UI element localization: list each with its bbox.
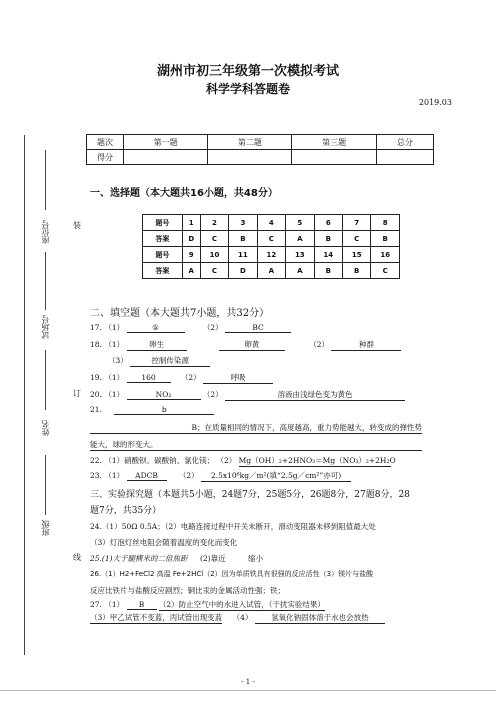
exam-date: 2019.03 xyxy=(418,98,452,107)
score-cell[interactable] xyxy=(208,150,292,165)
answer-27-2: （2）防止空气中的水进入试管，（干扰实验结果） xyxy=(158,600,325,609)
answer-22-1: （1）硝酸钡、碳酸钠、氯化镁； xyxy=(104,456,215,465)
question-18-part3 xyxy=(108,355,210,367)
answer-18-1b: 卵黄 xyxy=(219,339,285,351)
answer-cell: 10 xyxy=(200,247,228,263)
answer-cell: 1 xyxy=(182,215,200,231)
question-number: 18. xyxy=(90,340,102,349)
question-17 xyxy=(90,322,291,333)
answer-cell: B xyxy=(229,231,257,247)
answer-cell: 5 xyxy=(286,215,314,231)
name-label: 姓名 xyxy=(41,420,50,436)
table-row-label: 题号 xyxy=(143,215,183,231)
answer-23-2: 2.5x10⁶kg／m²(填“2.5g／cm²”亦可) xyxy=(201,470,351,482)
answer-cell: 14 xyxy=(314,247,342,263)
answer-cell: D xyxy=(182,231,200,247)
answer-cell: 8 xyxy=(371,215,400,231)
score-cell[interactable] xyxy=(292,150,376,165)
question-25 xyxy=(90,553,263,564)
score-header: 第一题 xyxy=(124,135,208,150)
question-27-cont xyxy=(90,612,385,624)
question-23 xyxy=(90,470,351,482)
answer-cell: 7 xyxy=(343,215,371,231)
question-number: 19. xyxy=(90,373,102,382)
answer-22-2: Mg（OH）₂+2HNO₃＝Mg（NO₃）₂+2H₂O xyxy=(238,456,396,465)
part-label: （2） xyxy=(180,373,201,382)
answer-18-3: 控制传染源 xyxy=(130,355,210,367)
exam-room-field[interactable] xyxy=(45,252,46,310)
binding-mark-xian: 线 xyxy=(73,553,81,562)
answer-cell: B xyxy=(314,231,342,247)
answer-cell: C xyxy=(371,263,400,279)
question-24-line2: （3）灯泡灯丝电阻会随着温度的变化而变化 xyxy=(90,538,238,547)
answer-20-1: NO₂ xyxy=(127,390,201,400)
answer-23-1: ADCB xyxy=(127,471,167,481)
section-2-heading: 二、填空题（本大题共7小题，共32分） xyxy=(90,308,270,319)
answer-19-1: 160 xyxy=(127,373,171,383)
answer-cell: C xyxy=(343,231,371,247)
answer-17-2: BC xyxy=(225,323,291,333)
answer-cell: B xyxy=(343,263,371,279)
part-label: （2） xyxy=(309,340,330,349)
answer-cell: A xyxy=(257,263,285,279)
question-21-explanation-cont xyxy=(90,439,422,451)
score-table xyxy=(86,134,434,165)
answer-cell: 11 xyxy=(229,247,257,263)
score-cell[interactable] xyxy=(124,150,208,165)
answer-27-4: 氢氧化钠固体溶于水也会放热 xyxy=(255,612,385,624)
answer-27-1: B xyxy=(127,600,157,610)
binding-line xyxy=(24,135,25,655)
answer-20-2: 溶液由浅绿色变为黄色 xyxy=(225,389,405,401)
class-field[interactable] xyxy=(45,455,46,515)
question-21-explanation xyxy=(90,422,422,434)
question-26-line1: 26.（1）H2+FeCl2 高温 Fe+2HCl（2）因为单质铁具有很强的反应活性（3）镁片与盐酸 xyxy=(90,570,374,578)
score-row-label: 得分 xyxy=(87,150,124,165)
answer-cell: 6 xyxy=(314,215,342,231)
binding-mark-ding: 订 xyxy=(73,389,81,398)
page-subtitle: 科学学科答题卷 xyxy=(205,82,290,96)
part-label: （4） xyxy=(232,613,253,622)
answer-cell: 4 xyxy=(257,215,285,231)
exam-room-label: 试场号 xyxy=(41,315,50,339)
answer-cell: A xyxy=(286,263,314,279)
answer-cell: 2 xyxy=(200,215,228,231)
question-number: 22. xyxy=(90,456,102,465)
question-22 xyxy=(90,455,396,467)
part-label: （1） xyxy=(104,390,125,399)
table-row-label: 答案 xyxy=(143,231,183,247)
question-21 xyxy=(90,405,214,415)
answer-cell: B xyxy=(371,231,400,247)
name-field[interactable] xyxy=(45,350,46,410)
answer-25-2: (2)靠近 xyxy=(199,554,226,563)
answer-cell: 16 xyxy=(371,247,400,263)
seat-number-label: 座位号 xyxy=(41,220,50,244)
question-27 xyxy=(90,599,325,611)
class-label: 班级 xyxy=(41,520,50,536)
question-26-line2: 反应比铁片与盐酸反应剧烈；铜比汞的金属活动性强；铁； xyxy=(90,586,285,595)
part-label: （1） xyxy=(104,600,125,609)
question-19 xyxy=(90,372,273,384)
answer-27-3: （3）甲乙试管不变蓝，丙试管出现变蓝 xyxy=(90,613,223,622)
answer-cell: B xyxy=(314,263,342,279)
answer-cell: A xyxy=(286,231,314,247)
question-number: 23. xyxy=(90,471,102,480)
part-label: （1） xyxy=(104,373,125,382)
score-header: 总分 xyxy=(376,135,433,150)
answer-cell: 12 xyxy=(257,247,285,263)
table-row-label: 题号 xyxy=(143,247,183,263)
section-3-heading: 三、实验探究题（本题共5小题，24题7分，25题5分，26题8分，27题8分，28 xyxy=(90,490,410,500)
score-header: 题次 xyxy=(87,135,124,150)
part-label: （1） xyxy=(104,340,125,349)
score-header: 第二题 xyxy=(208,135,292,150)
part-label: （2） xyxy=(202,390,223,399)
answer-cell: C xyxy=(200,263,228,279)
question-20 xyxy=(90,389,405,401)
answer-25-3: 缩小 xyxy=(247,554,263,563)
question-18 xyxy=(90,339,401,351)
part-label: （2） xyxy=(178,471,199,480)
part-label: （2） xyxy=(216,456,237,465)
question-24-line1: 24.（1）50Ω 0.5A；（2）电路连接过程中开关未断开，滑动变阻器未移到阻值最大处 xyxy=(90,522,376,531)
answer-cell: 13 xyxy=(286,247,314,263)
answer-21-2: B；在质量相同的情况下，高度越高，重力势能越大，转变成的弹性势 xyxy=(90,422,422,434)
section-1-heading: 一、选择题（本大题共16小题，共48分） xyxy=(90,188,278,199)
question-number: 20. xyxy=(90,390,102,399)
answer-18-2: 种群 xyxy=(331,339,401,351)
answer-cell: C xyxy=(257,231,285,247)
answer-cell: 15 xyxy=(343,247,371,263)
question-number: 21. xyxy=(90,405,102,414)
binding-mark-zhuang: 装 xyxy=(73,221,81,230)
page-number: - 1 - xyxy=(241,678,255,686)
answer-21-3: 能大，球的形变大。 xyxy=(90,439,422,451)
score-header: 第三题 xyxy=(292,135,376,150)
part-label: （1） xyxy=(104,323,125,332)
score-cell[interactable] xyxy=(376,150,433,165)
answer-18-1a: 卵生 xyxy=(127,339,187,351)
answer-25-1: 25.(1)大于腿横米的二倍焦距 xyxy=(90,554,188,563)
answer-cell: 3 xyxy=(229,215,257,231)
section-3-heading-cont: 题7分，共35分） xyxy=(90,506,162,516)
page-title: 湖州市初三年级第一次模拟考试 xyxy=(156,64,339,79)
answer-table xyxy=(142,214,400,279)
part-label: （3） xyxy=(108,356,128,365)
table-row-label: 答案 xyxy=(143,263,183,279)
footer-rule xyxy=(0,690,496,691)
answer-cell: D xyxy=(229,263,257,279)
answer-cell: A xyxy=(182,263,200,279)
answer-21-1: b xyxy=(114,405,214,415)
answer-17-1: ⑤ xyxy=(127,323,185,333)
answer-19-2: 呼吸 xyxy=(203,372,273,384)
answer-cell: C xyxy=(200,231,228,247)
question-number: 27. xyxy=(90,600,102,609)
part-label: （2） xyxy=(202,323,223,332)
part-label: （1） xyxy=(104,471,125,480)
answer-cell: 9 xyxy=(182,247,200,263)
question-number: 17. xyxy=(90,323,102,332)
seat-number-field[interactable] xyxy=(45,150,46,210)
